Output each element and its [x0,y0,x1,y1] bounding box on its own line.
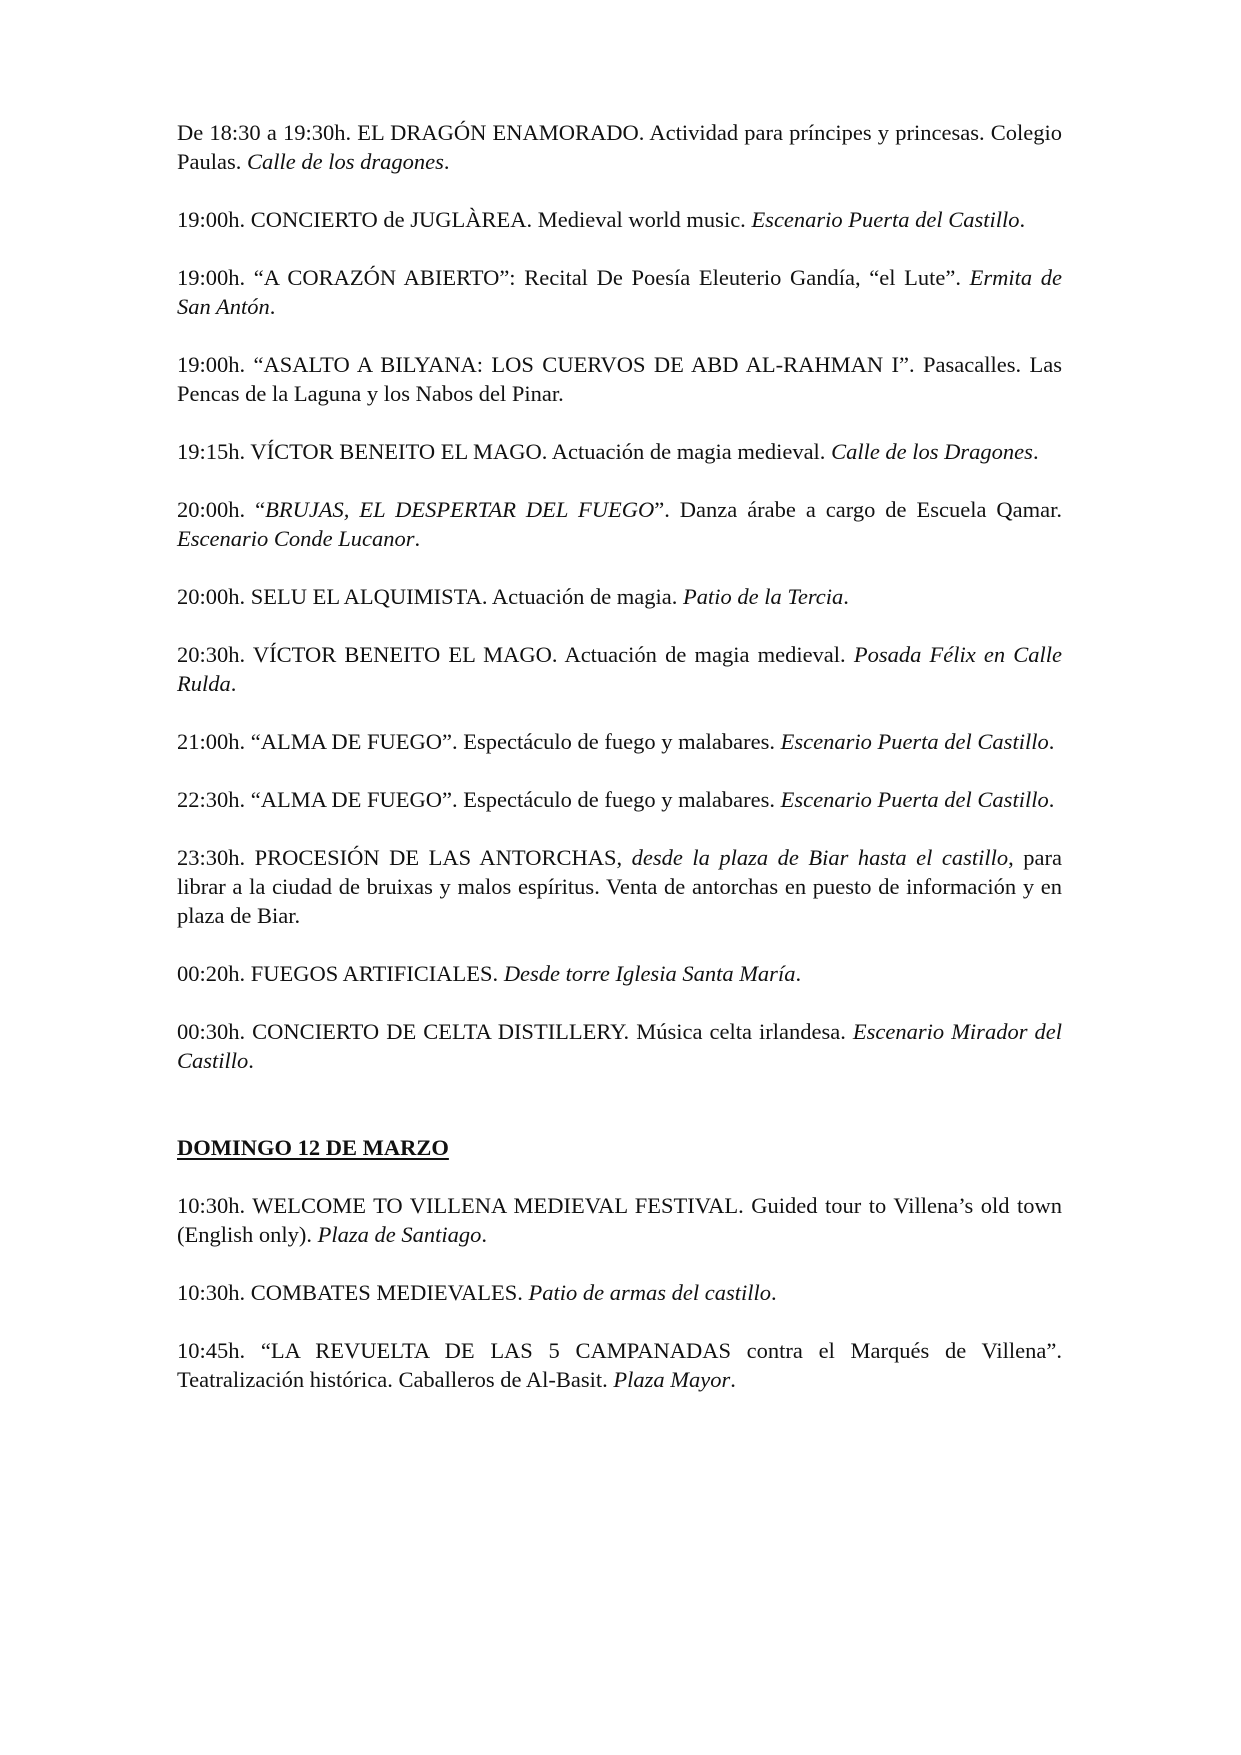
document-page [177,118,1062,1423]
event-text: . [1048,729,1055,754]
event-text: 20:30h. VÍCTOR BENEITO EL MAGO. Actuación de magia medieval. [177,642,854,667]
event-location-text: Desde torre Iglesia Santa María [503,961,796,986]
event-paragraph [177,350,1062,408]
event-paragraph [177,785,1062,814]
event-text: 19:00h. “A CORAZÓN ABIERTO”: Recital De Poesía Eleuterio Gandía, “el Lute”. [177,265,970,290]
event-text: . [443,149,450,174]
event-text: 22:30h. “ALMA DE FUEGO”. Espectáculo de fuego y malabares. [177,787,781,812]
event-text: 10:30h. COMBATES MEDIEVALES. [177,1280,529,1305]
event-paragraph [177,1278,1062,1307]
event-text: . [1019,207,1026,232]
event-location-text: Plaza Mayor [613,1367,731,1392]
event-paragraph [177,263,1062,321]
event-paragraph [177,118,1062,176]
event-location-text: Escenario Conde Lucanor [177,526,415,551]
event-paragraph [177,959,1062,988]
event-paragraph [177,640,1062,698]
event-text: . [230,671,237,696]
event-location-text: Plaza de Santiago [317,1222,482,1247]
event-location-text: desde la plaza de Biar hasta el castillo [631,845,1009,870]
event-text: De 18:30 a 19:30h. EL DRAGÓN ENAMORADO. Actividad para príncipes y princesas. Colegio Paulas. [177,120,1062,174]
event-location-text: Calle de los Dragones [831,439,1033,464]
event-location-text: Escenario Puerta del Castillo [780,729,1049,754]
event-text: . [481,1222,487,1247]
event-text: 20:00h. SELU EL ALQUIMISTA. Actuación de magia. [177,584,684,609]
event-text: 10:30h. WELCOME TO VILLENA MEDIEVAL FESTIVAL. Guided tour to Villena’s old town (English only). [177,1193,1062,1247]
event-text: 00:30h. CONCIERTO DE CELTA DISTILLERY. Música celta irlandesa. [177,1019,853,1044]
event-location-text: Calle de los dragones [247,149,444,174]
event-text: 10:45h. “LA REVUELTA DE LAS 5 CAMPANADAS contra el Marqués de Villena”. Teatralización histórica. Caballeros de Al-Basit. [177,1338,1062,1392]
event-location-text: Escenario Puerta del Castillo [780,787,1049,812]
event-text: 21:00h. “ALMA DE FUEGO”. Espectáculo de fuego y malabares. [177,729,781,754]
event-location-text: Patio de la Tercia [683,584,844,609]
sunday-events [177,1191,1062,1394]
event-paragraph [177,843,1062,930]
event-paragraph [177,727,1062,756]
event-location-text: Escenario Puerta del Castillo [751,207,1020,232]
event-paragraph [177,495,1062,553]
event-paragraph [177,205,1062,234]
event-location-text: Posada Félix en Calle Rulda [177,642,1063,696]
event-text: . [414,526,421,551]
event-location-text: Patio de armas del castillo [528,1280,771,1305]
event-location-text: Ermita de San Antón [177,265,1062,319]
event-text: 19:15h. VÍCTOR BENEITO EL MAGO. Actuación de magia medieval. [177,439,832,464]
event-text: 00:20h. FUEGOS ARTIFICIALES. [177,961,504,986]
event-text: 23:30h. PROCESIÓN DE LAS ANTORCHAS, [177,845,632,870]
event-text: 19:00h. “ASALTO A BILYANA: LOS CUERVOS DE ABD AL-RAHMAN I”. Pasacalles. Las Pencas de la Laguna y los Nabos del Pinar. [177,352,1062,406]
event-text: . [248,1048,254,1073]
event-text: , para librar a la ciudad de bruixas y malos espíritus. Venta de antorchas en puesto de información y en plaza de Biar. [177,845,1062,928]
event-text: . [269,294,276,319]
event-location-text: BRUJAS, EL DESPERTAR DEL FUEGO [265,497,655,522]
section-heading-domingo: DOMINGO 12 DE MARZO [177,1135,449,1160]
event-text: . [795,961,802,986]
event-text: . [730,1367,736,1392]
event-text: . [843,584,849,609]
event-text: ”. Danza árabe a cargo de Escuela Qamar. [654,497,1062,522]
event-text: 19:00h. CONCIERTO de JUGLÀREA. Medieval world music. [177,207,752,232]
event-location-text: Escenario Mirador del Castillo [177,1019,1062,1073]
event-paragraph [177,1191,1062,1249]
event-paragraph [177,1017,1062,1075]
event-paragraph [177,1336,1062,1394]
saturday-events [177,118,1062,1075]
event-paragraph [177,437,1062,466]
event-text: . [1048,787,1055,812]
event-paragraph [177,582,1062,611]
event-text: . [770,1280,777,1305]
event-text: 20:00h. “ [177,497,266,522]
event-text: . [1032,439,1039,464]
